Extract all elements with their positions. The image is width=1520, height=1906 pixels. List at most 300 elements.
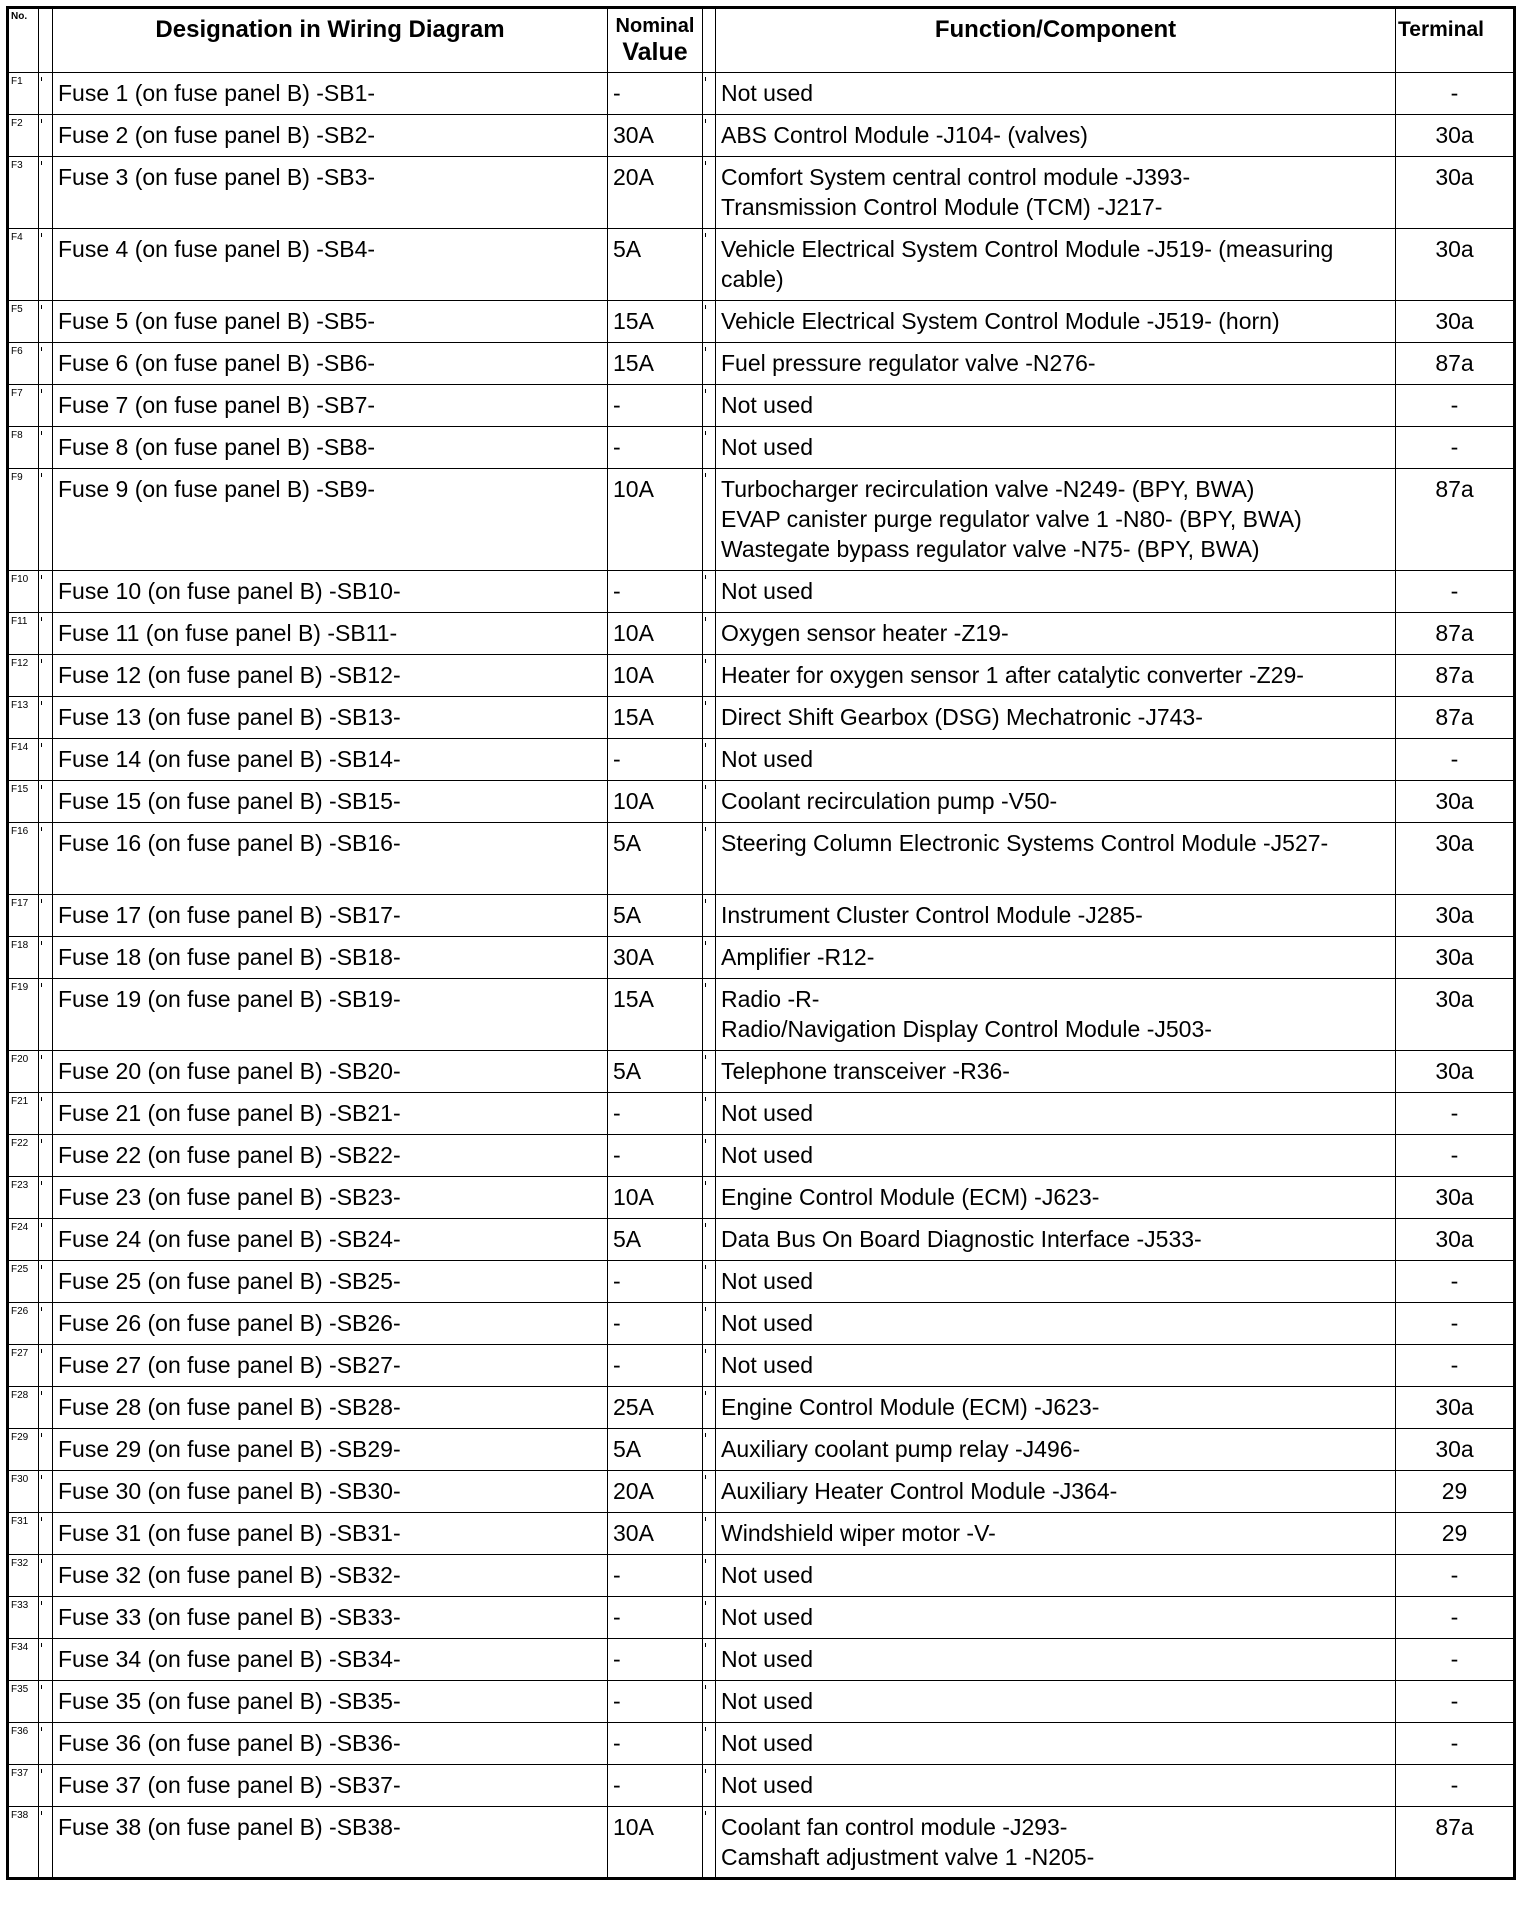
spacer-cell [39, 1387, 53, 1429]
fuse-row [8, 655, 1515, 697]
nominal-value: 30A [608, 1513, 703, 1555]
fuse-row [8, 301, 1515, 343]
function-line: Not used [721, 1562, 814, 1588]
spacer-cell [39, 979, 53, 1051]
fuse-number: F33 [8, 1597, 39, 1639]
fuse-designation: Fuse 26 (on fuse panel B) -SB26- [53, 1303, 608, 1345]
nominal-value: - [608, 1723, 703, 1765]
function-line: Direct Shift Gearbox (DSG) Mechatronic -J743- [721, 704, 1203, 730]
fuse-row [8, 571, 1515, 613]
header-no: No. [8, 8, 39, 73]
fuse-number: F15 [8, 781, 39, 823]
terminal-value: - [1396, 1261, 1515, 1303]
fuse-designation: Fuse 20 (on fuse panel B) -SB20- [53, 1051, 608, 1093]
fuse-row [8, 157, 1515, 229]
spacer-cell [703, 1681, 716, 1723]
spacer-cell [39, 157, 53, 229]
fuse-row [8, 385, 1515, 427]
spacer-cell [703, 1765, 716, 1807]
function-component [716, 73, 1396, 115]
fuse-number: F35 [8, 1681, 39, 1723]
function-line: ABS Control Module -J104- (valves) [721, 122, 1088, 148]
fuse-number: F12 [8, 655, 39, 697]
fuse-designation: Fuse 7 (on fuse panel B) -SB7- [53, 385, 608, 427]
fuse-designation: Fuse 31 (on fuse panel B) -SB31- [53, 1513, 608, 1555]
header-row [8, 8, 1515, 73]
fuse-designation: Fuse 33 (on fuse panel B) -SB33- [53, 1597, 608, 1639]
fuse-number: F24 [8, 1219, 39, 1261]
terminal-value: 30a [1396, 1429, 1515, 1471]
nominal-value: 10A [608, 469, 703, 571]
nominal-value: 25A [608, 1387, 703, 1429]
nominal-value: 15A [608, 301, 703, 343]
spacer-cell [703, 823, 716, 895]
fuse-row [8, 1765, 1515, 1807]
fuse-row [8, 1345, 1515, 1387]
nominal-value: 30A [608, 937, 703, 979]
function-line: Heater for oxygen sensor 1 after catalytic converter -Z29- [721, 662, 1304, 688]
fuse-row [8, 1681, 1515, 1723]
fuse-designation: Fuse 4 (on fuse panel B) -SB4- [53, 229, 608, 301]
fuse-number: F16 [8, 823, 39, 895]
fuse-designation: Fuse 32 (on fuse panel B) -SB32- [53, 1555, 608, 1597]
fuse-table-sheet [6, 6, 1513, 1899]
spacer-cell [39, 1093, 53, 1135]
function-component [716, 781, 1396, 823]
function-line: Not used [721, 578, 814, 604]
function-line: Auxiliary coolant pump relay -J496- [721, 1436, 1081, 1462]
spacer-cell [39, 1051, 53, 1093]
function-line: Not used [721, 1646, 814, 1672]
spacer-cell [703, 1177, 716, 1219]
function-line: Amplifier -R12- [721, 944, 875, 970]
function-line: Windshield wiper motor -V- [721, 1520, 996, 1546]
fuse-row [8, 469, 1515, 571]
function-component [716, 739, 1396, 781]
function-line: Telephone transceiver -R36- [721, 1058, 1010, 1084]
spacer-cell [39, 1639, 53, 1681]
header-designation: Designation in Wiring Diagram [53, 8, 608, 73]
fuse-row [8, 343, 1515, 385]
spacer-cell [39, 781, 53, 823]
fuse-designation: Fuse 17 (on fuse panel B) -SB17- [53, 895, 608, 937]
nominal-value: 10A [608, 1807, 703, 1879]
function-component [716, 979, 1396, 1051]
fuse-number: F32 [8, 1555, 39, 1597]
fuse-number: F6 [8, 343, 39, 385]
fuse-designation: Fuse 28 (on fuse panel B) -SB28- [53, 1387, 608, 1429]
terminal-value: 87a [1396, 655, 1515, 697]
spacer-cell [39, 1597, 53, 1639]
terminal-value: 30a [1396, 895, 1515, 937]
spacer-cell [39, 1303, 53, 1345]
fuse-designation: Fuse 25 (on fuse panel B) -SB25- [53, 1261, 608, 1303]
spacer-cell [39, 385, 53, 427]
function-component [716, 301, 1396, 343]
spacer-cell [703, 1807, 716, 1879]
nominal-value: - [608, 427, 703, 469]
function-component [716, 895, 1396, 937]
nominal-value: - [608, 1681, 703, 1723]
function-component [716, 115, 1396, 157]
fuse-designation: Fuse 37 (on fuse panel B) -SB37- [53, 1765, 608, 1807]
spacer-cell [39, 1177, 53, 1219]
fuse-designation: Fuse 3 (on fuse panel B) -SB3- [53, 157, 608, 229]
nominal-value: 20A [608, 157, 703, 229]
terminal-value: - [1396, 739, 1515, 781]
function-component [716, 1639, 1396, 1681]
spacer-cell [703, 343, 716, 385]
terminal-value: - [1396, 73, 1515, 115]
fuse-designation: Fuse 36 (on fuse panel B) -SB36- [53, 1723, 608, 1765]
spacer-cell [39, 427, 53, 469]
function-line: Not used [721, 1772, 814, 1798]
spacer-cell [39, 229, 53, 301]
function-component [716, 1219, 1396, 1261]
function-line: Oxygen sensor heater -Z19- [721, 620, 1009, 646]
terminal-value: - [1396, 1345, 1515, 1387]
function-component [716, 1261, 1396, 1303]
nominal-value: - [608, 739, 703, 781]
fuse-table [6, 6, 1516, 1880]
function-line: Engine Control Module (ECM) -J623- [721, 1184, 1100, 1210]
fuse-row [8, 937, 1515, 979]
nominal-value: - [608, 73, 703, 115]
fuse-designation: Fuse 22 (on fuse panel B) -SB22- [53, 1135, 608, 1177]
function-line: Radio/Navigation Display Control Module -J503- [721, 1016, 1212, 1042]
spacer-cell [703, 571, 716, 613]
function-component [716, 613, 1396, 655]
nominal-value: - [608, 1345, 703, 1387]
nominal-value: 10A [608, 655, 703, 697]
function-component [716, 1513, 1396, 1555]
fuse-designation: Fuse 1 (on fuse panel B) -SB1- [53, 73, 608, 115]
fuse-row [8, 1303, 1515, 1345]
function-line: Not used [721, 1604, 814, 1630]
fuse-designation: Fuse 27 (on fuse panel B) -SB27- [53, 1345, 608, 1387]
spacer-cell [39, 1261, 53, 1303]
nominal-value: 15A [608, 697, 703, 739]
function-component [716, 1345, 1396, 1387]
fuse-row [8, 781, 1515, 823]
terminal-value: - [1396, 1597, 1515, 1639]
fuse-designation: Fuse 35 (on fuse panel B) -SB35- [53, 1681, 608, 1723]
function-component [716, 1093, 1396, 1135]
spacer-cell [703, 115, 716, 157]
fuse-number: F10 [8, 571, 39, 613]
spacer-cell [703, 1387, 716, 1429]
fuse-number: F2 [8, 115, 39, 157]
terminal-value: 30a [1396, 1051, 1515, 1093]
fuse-designation: Fuse 34 (on fuse panel B) -SB34- [53, 1639, 608, 1681]
fuse-designation: Fuse 16 (on fuse panel B) -SB16- [53, 823, 608, 895]
header-nominal-line2: Value [622, 38, 688, 66]
fuse-number: F5 [8, 301, 39, 343]
terminal-value: - [1396, 1555, 1515, 1597]
spacer-cell [703, 895, 716, 937]
fuse-designation: Fuse 29 (on fuse panel B) -SB29- [53, 1429, 608, 1471]
function-line: Data Bus On Board Diagnostic Interface -J533- [721, 1226, 1202, 1252]
spacer-cell [703, 979, 716, 1051]
nominal-value: - [608, 571, 703, 613]
terminal-value: - [1396, 1723, 1515, 1765]
function-line: Not used [721, 1268, 814, 1294]
function-component [716, 1387, 1396, 1429]
spacer-cell [703, 1093, 716, 1135]
nominal-value: 5A [608, 823, 703, 895]
spacer-cell [39, 1471, 53, 1513]
spacer-cell [703, 1555, 716, 1597]
header-function: Function/Component [716, 8, 1396, 73]
nominal-value: 5A [608, 1429, 703, 1471]
function-component [716, 385, 1396, 427]
fuse-designation: Fuse 24 (on fuse panel B) -SB24- [53, 1219, 608, 1261]
spacer-cell [703, 1723, 716, 1765]
function-component [716, 823, 1396, 895]
fuse-designation: Fuse 19 (on fuse panel B) -SB19- [53, 979, 608, 1051]
fuse-number: F27 [8, 1345, 39, 1387]
terminal-value: 30a [1396, 301, 1515, 343]
nominal-value: - [608, 1597, 703, 1639]
spacer-cell [703, 1135, 716, 1177]
fuse-designation: Fuse 5 (on fuse panel B) -SB5- [53, 301, 608, 343]
fuse-row [8, 1051, 1515, 1093]
fuse-designation: Fuse 15 (on fuse panel B) -SB15- [53, 781, 608, 823]
fuse-row [8, 1387, 1515, 1429]
spacer-cell [39, 1429, 53, 1471]
fuse-row [8, 613, 1515, 655]
function-line: Coolant fan control module -J293- [721, 1814, 1068, 1840]
fuse-row [8, 229, 1515, 301]
terminal-value: - [1396, 1135, 1515, 1177]
function-line: EVAP canister purge regulator valve 1 -N80- (BPY, BWA) [721, 506, 1302, 532]
nominal-value: 10A [608, 1177, 703, 1219]
function-line: Auxiliary Heater Control Module -J364- [721, 1478, 1118, 1504]
fuse-designation: Fuse 6 (on fuse panel B) -SB6- [53, 343, 608, 385]
spacer-cell [703, 781, 716, 823]
terminal-value: 30a [1396, 1177, 1515, 1219]
fuse-number: F1 [8, 73, 39, 115]
terminal-value: 29 [1396, 1471, 1515, 1513]
function-line: Not used [721, 1730, 814, 1756]
nominal-value: - [608, 1555, 703, 1597]
terminal-value: 87a [1396, 343, 1515, 385]
function-component [716, 1303, 1396, 1345]
fuse-row [8, 739, 1515, 781]
spacer-cell [703, 1051, 716, 1093]
function-line: Comfort System central control module -J393- [721, 164, 1191, 190]
terminal-value: 30a [1396, 823, 1515, 895]
function-line: Coolant recirculation pump -V50- [721, 788, 1058, 814]
function-component [716, 697, 1396, 739]
fuse-number: F36 [8, 1723, 39, 1765]
function-line: Vehicle Electrical System Control Module -J519- (measuring cable) [721, 236, 1334, 292]
function-line: Not used [721, 1310, 814, 1336]
function-line: Not used [721, 1100, 814, 1126]
fuse-designation: Fuse 14 (on fuse panel B) -SB14- [53, 739, 608, 781]
nominal-value: 30A [608, 115, 703, 157]
fuse-row [8, 115, 1515, 157]
header-terminal: Terminal [1396, 8, 1515, 73]
terminal-value: - [1396, 385, 1515, 427]
fuse-row [8, 1429, 1515, 1471]
function-component [716, 1135, 1396, 1177]
nominal-value: - [608, 1303, 703, 1345]
function-component [716, 1681, 1396, 1723]
nominal-value: 5A [608, 229, 703, 301]
terminal-value: 30a [1396, 781, 1515, 823]
spacer-cell [703, 301, 716, 343]
spacer-cell [703, 613, 716, 655]
function-component [716, 343, 1396, 385]
spacer-cell [703, 229, 716, 301]
spacer-cell [703, 1429, 716, 1471]
fuse-number: F26 [8, 1303, 39, 1345]
function-component [716, 1597, 1396, 1639]
terminal-value: - [1396, 1303, 1515, 1345]
fuse-number: F17 [8, 895, 39, 937]
function-line: Radio -R- [721, 986, 820, 1012]
terminal-value: - [1396, 427, 1515, 469]
fuse-row [8, 1135, 1515, 1177]
nominal-value: - [608, 385, 703, 427]
fuse-row [8, 1471, 1515, 1513]
fuse-designation: Fuse 13 (on fuse panel B) -SB13- [53, 697, 608, 739]
spacer-cell [703, 1597, 716, 1639]
function-component [716, 229, 1396, 301]
fuse-designation: Fuse 8 (on fuse panel B) -SB8- [53, 427, 608, 469]
header-spacer-2 [703, 8, 716, 73]
fuse-row [8, 1261, 1515, 1303]
nominal-value: - [608, 1135, 703, 1177]
fuse-designation: Fuse 12 (on fuse panel B) -SB12- [53, 655, 608, 697]
spacer-cell [703, 1513, 716, 1555]
terminal-value: 87a [1396, 697, 1515, 739]
nominal-value: 10A [608, 781, 703, 823]
fuse-row [8, 895, 1515, 937]
terminal-value: 30a [1396, 157, 1515, 229]
spacer-cell [39, 1345, 53, 1387]
fuse-designation: Fuse 21 (on fuse panel B) -SB21- [53, 1093, 608, 1135]
fuse-row [8, 979, 1515, 1051]
function-line: Not used [721, 1352, 814, 1378]
nominal-value: - [608, 1093, 703, 1135]
spacer-cell [39, 571, 53, 613]
function-component [716, 1429, 1396, 1471]
spacer-cell [39, 343, 53, 385]
nominal-value: 5A [608, 895, 703, 937]
fuse-number: F37 [8, 1765, 39, 1807]
terminal-value: 30a [1396, 1387, 1515, 1429]
spacer-cell [39, 1681, 53, 1723]
fuse-row [8, 1639, 1515, 1681]
function-component [716, 1471, 1396, 1513]
fuse-designation: Fuse 2 (on fuse panel B) -SB2- [53, 115, 608, 157]
spacer-cell [703, 1639, 716, 1681]
fuse-number: F11 [8, 613, 39, 655]
fuse-row [8, 1093, 1515, 1135]
fuse-number: F8 [8, 427, 39, 469]
fuse-number: F25 [8, 1261, 39, 1303]
spacer-cell [39, 301, 53, 343]
fuse-number: F14 [8, 739, 39, 781]
fuse-row [8, 1513, 1515, 1555]
header-spacer [39, 8, 53, 73]
header-nominal-value [608, 8, 703, 73]
fuse-number: F7 [8, 385, 39, 427]
fuse-number: F31 [8, 1513, 39, 1555]
function-line: Not used [721, 434, 814, 460]
fuse-designation: Fuse 11 (on fuse panel B) -SB11- [53, 613, 608, 655]
terminal-value: 30a [1396, 115, 1515, 157]
terminal-value: 87a [1396, 469, 1515, 571]
function-component [716, 1807, 1396, 1879]
fuse-number: F34 [8, 1639, 39, 1681]
spacer-cell [39, 1135, 53, 1177]
fuse-designation: Fuse 38 (on fuse panel B) -SB38- [53, 1807, 608, 1879]
spacer-cell [703, 1303, 716, 1345]
fuse-number: F18 [8, 937, 39, 979]
fuse-row [8, 1219, 1515, 1261]
function-component [716, 1051, 1396, 1093]
function-line: Not used [721, 1688, 814, 1714]
function-line: Not used [721, 80, 814, 106]
fuse-row [8, 1807, 1515, 1879]
fuse-row [8, 427, 1515, 469]
spacer-cell [39, 1807, 53, 1879]
terminal-value: - [1396, 1639, 1515, 1681]
nominal-value: 5A [608, 1219, 703, 1261]
fuse-number: F23 [8, 1177, 39, 1219]
spacer-cell [39, 1219, 53, 1261]
nominal-value: - [608, 1261, 703, 1303]
spacer-cell [703, 385, 716, 427]
fuse-row [8, 73, 1515, 115]
function-component [716, 937, 1396, 979]
spacer-cell [703, 427, 716, 469]
spacer-cell [39, 937, 53, 979]
spacer-cell [703, 739, 716, 781]
header-nominal-line1: Nominal [615, 15, 695, 37]
terminal-value: - [1396, 1681, 1515, 1723]
nominal-value: 15A [608, 343, 703, 385]
fuse-number: F4 [8, 229, 39, 301]
nominal-value: 10A [608, 613, 703, 655]
fuse-row [8, 1555, 1515, 1597]
spacer-cell [39, 115, 53, 157]
fuse-row [8, 1723, 1515, 1765]
fuse-number: F30 [8, 1471, 39, 1513]
terminal-value: 30a [1396, 979, 1515, 1051]
fuse-number: F29 [8, 1429, 39, 1471]
spacer-cell [703, 157, 716, 229]
spacer-cell [703, 1471, 716, 1513]
nominal-value: - [608, 1639, 703, 1681]
terminal-value: 30a [1396, 229, 1515, 301]
function-line: Transmission Control Module (TCM) -J217- [721, 194, 1163, 220]
function-component [716, 655, 1396, 697]
fuse-row [8, 823, 1515, 895]
spacer-cell [703, 937, 716, 979]
terminal-value: 29 [1396, 1513, 1515, 1555]
fuse-designation: Fuse 23 (on fuse panel B) -SB23- [53, 1177, 608, 1219]
terminal-value: 30a [1396, 937, 1515, 979]
function-component [716, 571, 1396, 613]
terminal-value: - [1396, 571, 1515, 613]
spacer-cell [703, 1345, 716, 1387]
spacer-cell [39, 1723, 53, 1765]
fuse-designation: Fuse 18 (on fuse panel B) -SB18- [53, 937, 608, 979]
